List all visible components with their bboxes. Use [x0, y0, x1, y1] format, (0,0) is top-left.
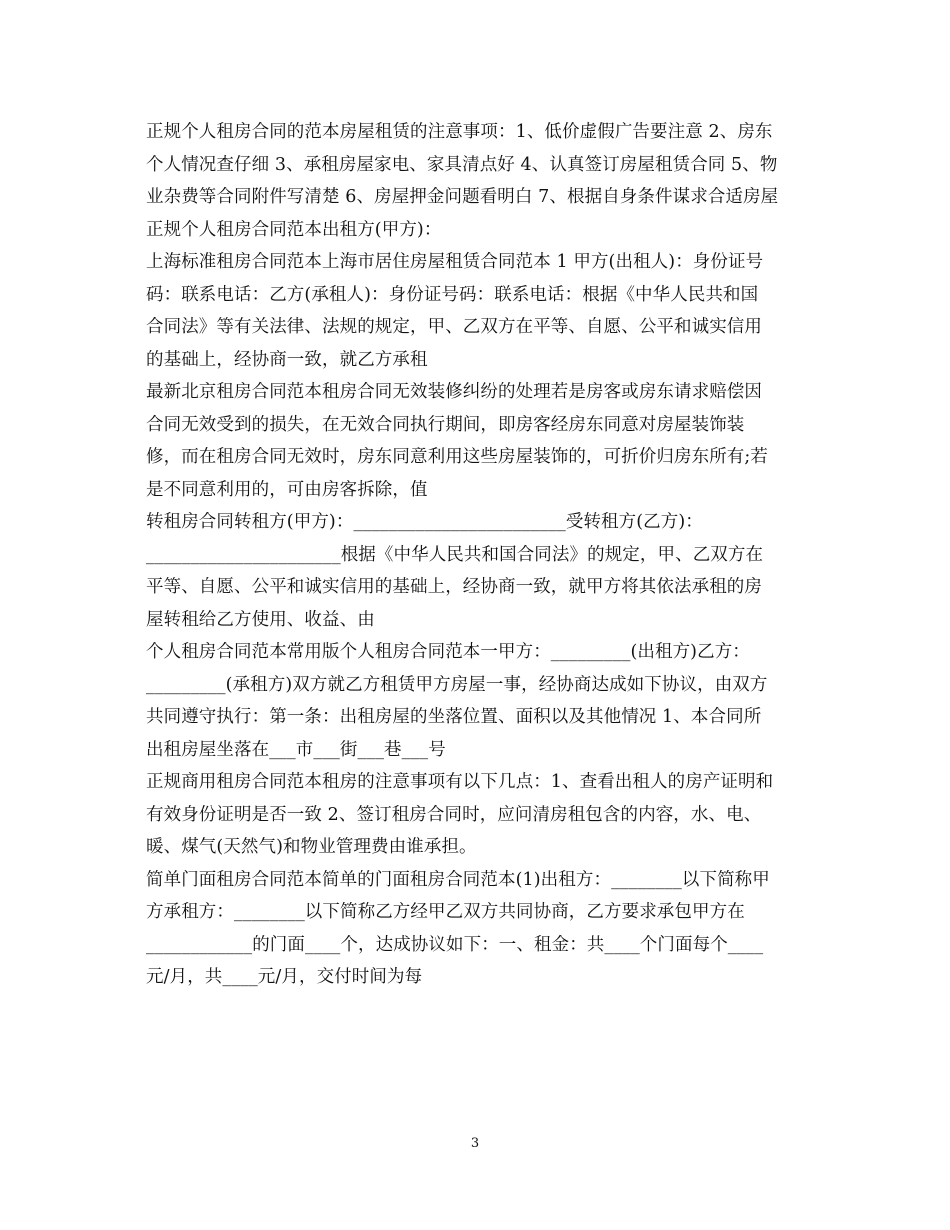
text-line: 最新北京租房合同范本租房合同无效装修纠纷的处理若是房客或房东请求赔偿因: [146, 382, 762, 402]
text-line: 屋转租给乙方使用、收益、由: [146, 609, 375, 630]
document-body: [146, 116, 806, 994]
text-line: 上海标准租房合同范本上海市居住房屋租赁合同范本 1 甲方(出租人)：身份证号: [146, 252, 764, 272]
text-line: 修，而在租房合同无效时，房东同意利用这些房屋装饰的，可折价归房东所有;若: [146, 447, 768, 467]
text-line: 业杂费等合同附件写清楚 6、房屋押金问题看明白 7、根据自身条件谋求合适房屋: [146, 187, 779, 207]
text-line: 是不同意利用的，可由房客拆除，值: [146, 479, 428, 500]
text-line: ______________________根据《中华人民共和国合同法》的规定，甲、乙双方在: [146, 544, 764, 565]
text-line: 个人租房合同范本常用版个人租房合同范本一甲方：_________(出租方)乙方：: [146, 642, 750, 662]
text-line: 码：联系电话：乙方(承租人)：身份证号码：联系电话：根据《中华人民共和国: [146, 284, 759, 305]
text-line: 正规商用租房合同范本租房的注意事项有以下几点：1、查看出租人的房产证明和: [146, 772, 774, 792]
page-number: 3: [470, 1136, 480, 1151]
text-line: 方承租方：________以下简称乙方经甲乙双方共同协商，乙方要求承包甲方在: [146, 902, 745, 922]
text-line: _________(承租方)双方就乙方租赁甲方房屋一事，经协商达成如下协议，由双方: [146, 674, 768, 695]
text-line: 简单门面租房合同范本简单的门面租房合同范本(1)出租方：________以下简称甲: [146, 869, 770, 890]
text-line: 平等、自愿、公平和诚实信用的基础上，经协商一致，就甲方将其依法承租的房: [146, 577, 762, 597]
text-line: 出租房屋坐落在___市___街___巷___号: [146, 739, 446, 760]
text-line: 暖、煤气(天然气)和物业管理费由谁承担。: [146, 837, 477, 857]
text-line: 元/月，共____元/月，交付时间为每: [146, 967, 423, 987]
text-line: 有效身份证明是否一致 2、签订租房合同时，应问清房租包含的内容，水、电、: [146, 804, 762, 825]
text-line: 转租房合同转租方(甲方)：________________________受转租方(乙方)：: [146, 512, 703, 532]
text-line: ____________的门面____个，达成协议如下：一、租金：共____个门面每个____: [146, 934, 764, 955]
text-line: 共同遵守执行：第一条：出租房屋的坐落位置、面积以及其他情况 1、本合同所: [146, 707, 762, 727]
text-line: 合同法》等有关法律、法规的规定，甲、乙双方在平等、自愿、公平和诚实信用: [146, 317, 762, 337]
text-line: 的基础上，经协商一致，就乙方承租: [146, 349, 428, 370]
text-line: 个人情况查仔细 3、承租房屋家电、家具清点好 4、认真签订房屋租赁合同 5、物: [146, 154, 778, 175]
text-line: 正规个人租房合同范本出租方(甲方)：: [146, 219, 442, 240]
text-line: 合同无效受到的损失，在无效合同执行期间，即房客经房东同意对房屋装饰装: [146, 414, 745, 435]
text-line: 正规个人租房合同的范本房屋租赁的注意事项：1、低价虚假广告要注意 2、房东: [146, 122, 773, 142]
